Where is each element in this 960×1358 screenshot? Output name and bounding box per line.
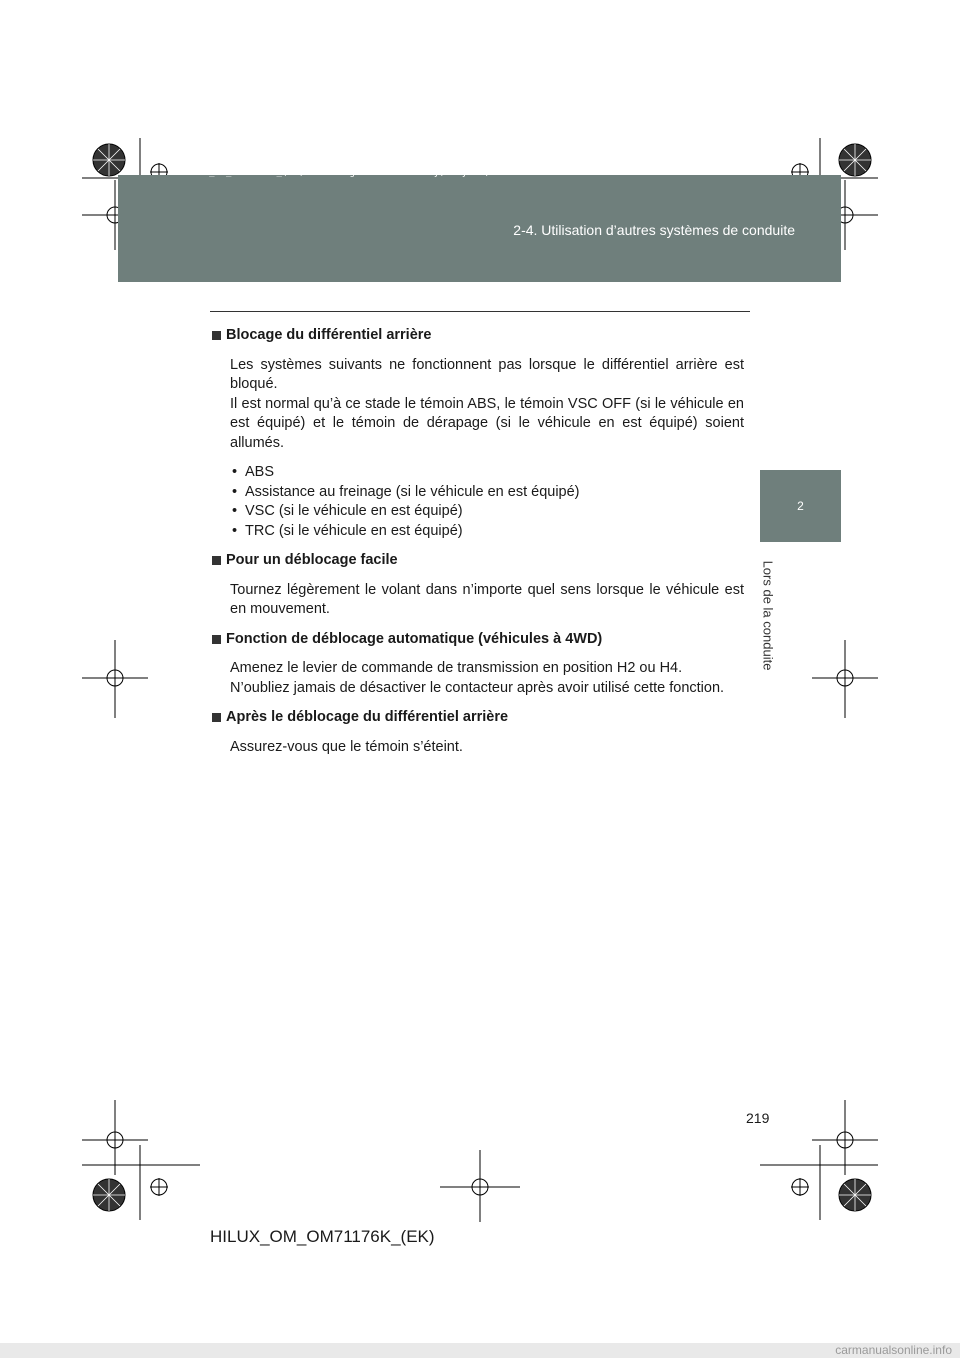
paragraph: Assurez-vous que le témoin s’éteint. [230,738,463,755]
list-item: • ABS [230,463,744,483]
chapter-label-vertical [753,550,783,680]
page-content [212,326,744,767]
section-divider [210,311,750,312]
chapter-label: Lors de la conduite [760,560,776,670]
section-heading: Fonction de déblocage automatique (véhicules à 4WD) [212,630,744,650]
bullet-list [230,463,744,541]
section-heading: Blocage du différentiel arrière [212,326,744,346]
section-title: 2-4. Utilisation d’autres systèmes de conduite [513,222,795,238]
chapter-number: 2 [797,499,804,513]
page-number: 219 [746,1110,770,1126]
paragraph-line: Les systèmes suivants ne fonctionnent pas lorsque le différentiel arrière est bloqué. [230,356,744,392]
book-stamp: HILUX_OM_OM71176K_(EK).book Page 219 Wednesday, May 16, 2012 2:32 PM [181,168,564,178]
section-deblocage-facile [212,551,744,620]
section-heading: Après le déblocage du différentiel arrière [212,708,744,728]
paragraph: Tournez légèrement le volant dans n’importe quel sens lorsque le véhicule est en mouvement. [230,581,744,617]
list-item: • Assistance au freinage (si le véhicule en est équipé) [230,483,744,503]
list-item: • VSC (si le véhicule en est équipé) [230,502,744,522]
paragraph [230,659,744,698]
document-id: HILUX_OM_OM71176K_(EK) [210,1227,435,1246]
section-deblocage-automatique [212,630,744,699]
section-heading: Pour un déblocage facile [212,551,744,571]
chapter-number-tab [760,470,841,542]
section-blocage [212,326,744,541]
list-item: • TRC (si le véhicule en est équipé) [230,522,744,542]
paragraph [230,356,744,454]
section-apres-deblocage [212,708,744,757]
header-band [118,175,841,282]
paragraph-line: N’oubliez jamais de désactiver le contacteur après avoir utilisé cette fonction. [230,679,725,696]
paragraph-line: Il est normal qu’à ce stade le témoin ABS, le témoin VSC OFF (si le véhicule en est équipé) et le témoin de dérapage (si le véhicule en est équipé) soient allumés. [230,395,744,451]
paragraph-line: Amenez le levier de commande de transmission en position H2 ou H4. [230,660,683,676]
site-watermark: carmanualsonline.info [0,1343,960,1358]
